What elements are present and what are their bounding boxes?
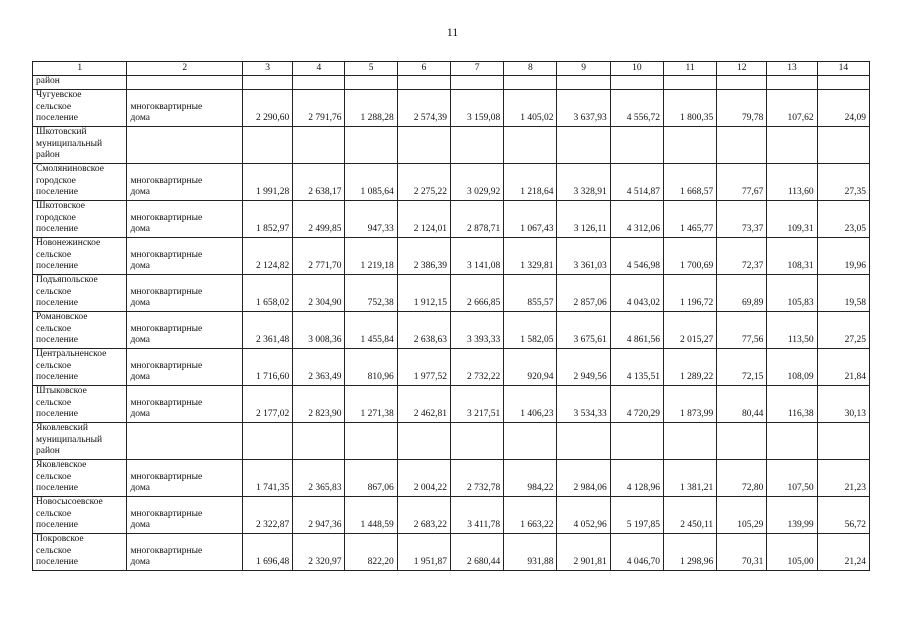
value-cell: 1 465,77 — [663, 200, 716, 237]
value-cell — [345, 422, 397, 459]
value-cell: 19,58 — [817, 274, 869, 311]
value-cell: 2 666,85 — [450, 274, 503, 311]
value-cell — [345, 76, 397, 90]
value-cell: 3 029,92 — [450, 163, 503, 200]
table-row — [33, 200, 870, 237]
value-cell: 3 534,33 — [557, 385, 610, 422]
value-cell — [767, 422, 817, 459]
value-cell — [397, 422, 450, 459]
column-number: 14 — [817, 62, 869, 76]
value-cell — [242, 126, 292, 163]
value-cell: 21,84 — [817, 348, 869, 385]
value-cell: 107,62 — [767, 89, 817, 126]
value-cell: 4 514,87 — [610, 163, 663, 200]
value-cell: 1 852,97 — [242, 200, 292, 237]
column-number: 5 — [345, 62, 397, 76]
settlement-name: Яковлевский муниципальный район — [33, 422, 127, 459]
value-cell: 3 393,33 — [450, 311, 503, 348]
housing-type — [127, 126, 243, 163]
value-cell: 3 411,78 — [450, 496, 503, 533]
value-cell: 2 857,06 — [557, 274, 610, 311]
value-cell — [767, 76, 817, 90]
table-row — [33, 126, 870, 163]
value-cell: 79,78 — [717, 89, 767, 126]
value-cell: 2 304,90 — [293, 274, 345, 311]
value-cell: 2 638,17 — [293, 163, 345, 200]
value-cell: 3 637,93 — [557, 89, 610, 126]
value-cell: 1 800,35 — [663, 89, 716, 126]
value-cell — [504, 422, 557, 459]
value-cell: 56,72 — [817, 496, 869, 533]
value-cell: 1 298,96 — [663, 533, 716, 570]
value-cell: 855,57 — [504, 274, 557, 311]
value-cell: 2 574,39 — [397, 89, 450, 126]
value-cell — [663, 126, 716, 163]
value-cell: 105,83 — [767, 274, 817, 311]
table-row — [33, 237, 870, 274]
value-cell: 1 696,48 — [242, 533, 292, 570]
value-cell: 2 361,48 — [242, 311, 292, 348]
housing-type — [127, 422, 243, 459]
value-cell: 1 912,15 — [397, 274, 450, 311]
table-row — [33, 89, 870, 126]
value-cell: 113,50 — [767, 311, 817, 348]
value-cell: 1 663,22 — [504, 496, 557, 533]
value-cell: 105,00 — [767, 533, 817, 570]
value-cell: 1 977,52 — [397, 348, 450, 385]
column-number: 13 — [767, 62, 817, 76]
value-cell — [293, 76, 345, 90]
value-cell: 931,88 — [504, 533, 557, 570]
settlement-name: Чугуевское сельское поселение — [33, 89, 127, 126]
value-cell — [450, 422, 503, 459]
housing-type: многоквартирные дома — [127, 385, 243, 422]
value-cell: 1 700,69 — [663, 237, 716, 274]
value-cell: 5 197,85 — [610, 496, 663, 533]
column-number: 2 — [127, 62, 243, 76]
value-cell: 3 008,36 — [293, 311, 345, 348]
value-cell: 984,22 — [504, 459, 557, 496]
value-cell: 1 381,21 — [663, 459, 716, 496]
table-row — [33, 311, 870, 348]
value-cell: 105,29 — [717, 496, 767, 533]
value-cell: 2 386,39 — [397, 237, 450, 274]
value-cell — [717, 126, 767, 163]
settlement-name: Смоляниновское городское поселение — [33, 163, 127, 200]
value-cell — [293, 126, 345, 163]
column-number: 7 — [450, 62, 503, 76]
value-cell: 4 052,96 — [557, 496, 610, 533]
value-cell: 810,96 — [345, 348, 397, 385]
value-cell: 2 823,90 — [293, 385, 345, 422]
table-row — [33, 496, 870, 533]
column-number: 4 — [293, 62, 345, 76]
settlement-name: Шкотовское городское поселение — [33, 200, 127, 237]
value-cell — [450, 76, 503, 90]
value-cell — [817, 76, 869, 90]
value-cell: 80,44 — [717, 385, 767, 422]
housing-type: многоквартирные дома — [127, 237, 243, 274]
value-cell — [397, 76, 450, 90]
value-cell: 2 450,11 — [663, 496, 716, 533]
value-cell: 72,80 — [717, 459, 767, 496]
value-cell: 1 668,57 — [663, 163, 716, 200]
table-row — [33, 533, 870, 570]
value-cell: 4 312,06 — [610, 200, 663, 237]
housing-type: многоквартирные дома — [127, 348, 243, 385]
table-row — [33, 422, 870, 459]
column-number: 9 — [557, 62, 610, 76]
column-number: 3 — [242, 62, 292, 76]
housing-type: многоквартирные дома — [127, 89, 243, 126]
value-cell: 77,67 — [717, 163, 767, 200]
value-cell: 822,20 — [345, 533, 397, 570]
value-cell — [717, 76, 767, 90]
value-cell — [663, 76, 716, 90]
value-cell: 1 067,43 — [504, 200, 557, 237]
value-cell: 24,09 — [817, 89, 869, 126]
value-cell: 108,31 — [767, 237, 817, 274]
value-cell: 2 290,60 — [242, 89, 292, 126]
value-cell — [557, 76, 610, 90]
value-cell: 2 732,78 — [450, 459, 503, 496]
value-cell: 1 582,05 — [504, 311, 557, 348]
value-cell: 2 322,87 — [242, 496, 292, 533]
value-cell: 139,99 — [767, 496, 817, 533]
value-cell: 1 716,60 — [242, 348, 292, 385]
value-cell: 867,06 — [345, 459, 397, 496]
table-row — [33, 274, 870, 311]
value-cell — [717, 422, 767, 459]
value-cell: 1 329,81 — [504, 237, 557, 274]
value-cell: 3 675,61 — [557, 311, 610, 348]
value-cell: 2 791,76 — [293, 89, 345, 126]
value-cell: 107,50 — [767, 459, 817, 496]
value-cell: 1 219,18 — [345, 237, 397, 274]
value-cell — [504, 76, 557, 90]
housing-type — [127, 76, 243, 90]
value-cell: 2 124,82 — [242, 237, 292, 274]
settlement-name: Подъяпольское сельское поселение — [33, 274, 127, 311]
value-cell: 1 196,72 — [663, 274, 716, 311]
value-cell: 30,13 — [817, 385, 869, 422]
value-cell: 2 771,70 — [293, 237, 345, 274]
value-cell: 1 741,35 — [242, 459, 292, 496]
value-cell: 1 085,64 — [345, 163, 397, 200]
value-cell: 77,56 — [717, 311, 767, 348]
housing-type: многоквартирные дома — [127, 311, 243, 348]
value-cell: 2 638,63 — [397, 311, 450, 348]
value-cell: 4 043,02 — [610, 274, 663, 311]
value-cell: 2 947,36 — [293, 496, 345, 533]
table-row — [33, 163, 870, 200]
value-cell: 1 448,59 — [345, 496, 397, 533]
value-cell: 27,25 — [817, 311, 869, 348]
value-cell: 72,15 — [717, 348, 767, 385]
column-number: 11 — [663, 62, 716, 76]
value-cell — [817, 422, 869, 459]
column-number: 12 — [717, 62, 767, 76]
value-cell: 109,31 — [767, 200, 817, 237]
value-cell: 1 873,99 — [663, 385, 716, 422]
value-cell: 2 901,81 — [557, 533, 610, 570]
value-cell: 2 015,27 — [663, 311, 716, 348]
value-cell: 4 861,56 — [610, 311, 663, 348]
value-cell: 752,38 — [345, 274, 397, 311]
page-number: 11 — [446, 25, 459, 39]
value-cell: 1 405,02 — [504, 89, 557, 126]
settlement-name: Яковлевское сельское поселение — [33, 459, 127, 496]
value-cell: 3 141,08 — [450, 237, 503, 274]
value-cell — [610, 126, 663, 163]
value-cell: 2 499,85 — [293, 200, 345, 237]
value-cell — [345, 126, 397, 163]
value-cell: 4 720,29 — [610, 385, 663, 422]
table-row — [33, 459, 870, 496]
settlement-name: Шкотовский муниципальный район — [33, 126, 127, 163]
value-cell: 2 177,02 — [242, 385, 292, 422]
value-cell: 4 135,51 — [610, 348, 663, 385]
value-cell — [767, 126, 817, 163]
value-cell: 2 124,01 — [397, 200, 450, 237]
value-cell — [557, 422, 610, 459]
value-cell: 69,89 — [717, 274, 767, 311]
value-cell: 3 126,11 — [557, 200, 610, 237]
value-cell: 2 949,56 — [557, 348, 610, 385]
table-row — [33, 385, 870, 422]
value-cell: 4 046,70 — [610, 533, 663, 570]
value-cell: 2 462,81 — [397, 385, 450, 422]
table-row — [33, 348, 870, 385]
value-cell — [242, 76, 292, 90]
value-cell: 73,37 — [717, 200, 767, 237]
settlement-name: Покровское сельское поселение — [33, 533, 127, 570]
settlement-name: район — [33, 76, 127, 90]
value-cell: 23,05 — [817, 200, 869, 237]
value-cell: 2 732,22 — [450, 348, 503, 385]
value-cell: 1 951,87 — [397, 533, 450, 570]
housing-type: многоквартирные дома — [127, 496, 243, 533]
value-cell: 2 004,22 — [397, 459, 450, 496]
value-cell: 21,24 — [817, 533, 869, 570]
value-cell: 947,33 — [345, 200, 397, 237]
value-cell — [293, 422, 345, 459]
value-cell — [450, 126, 503, 163]
value-cell: 116,38 — [767, 385, 817, 422]
table-row — [33, 76, 870, 90]
value-cell: 108,09 — [767, 348, 817, 385]
value-cell: 1 455,84 — [345, 311, 397, 348]
value-cell: 920,94 — [504, 348, 557, 385]
housing-type: многоквартирные дома — [127, 533, 243, 570]
value-cell: 2 363,49 — [293, 348, 345, 385]
value-cell: 27,35 — [817, 163, 869, 200]
housing-type: многоквартирные дома — [127, 274, 243, 311]
value-cell — [397, 126, 450, 163]
value-cell: 1 289,22 — [663, 348, 716, 385]
value-cell: 2 320,97 — [293, 533, 345, 570]
value-cell: 4 556,72 — [610, 89, 663, 126]
value-cell: 72,37 — [717, 237, 767, 274]
value-cell: 3 328,91 — [557, 163, 610, 200]
value-cell: 1 991,28 — [242, 163, 292, 200]
value-cell — [817, 126, 869, 163]
value-cell: 19,96 — [817, 237, 869, 274]
value-cell: 3 361,03 — [557, 237, 610, 274]
column-number-row — [33, 62, 870, 76]
settlement-name: Штыковское сельское поселение — [33, 385, 127, 422]
value-cell — [610, 76, 663, 90]
settlement-name: Новосысоевское сельское поселение — [33, 496, 127, 533]
value-cell: 3 217,51 — [450, 385, 503, 422]
column-number: 10 — [610, 62, 663, 76]
housing-type: многоквартирные дома — [127, 459, 243, 496]
column-number: 1 — [33, 62, 127, 76]
value-cell — [504, 126, 557, 163]
housing-type: многоквартирные дома — [127, 163, 243, 200]
column-number: 6 — [397, 62, 450, 76]
value-cell: 1 271,38 — [345, 385, 397, 422]
value-cell — [663, 422, 716, 459]
value-cell: 2 984,06 — [557, 459, 610, 496]
value-cell: 1 218,64 — [504, 163, 557, 200]
value-cell: 113,60 — [767, 163, 817, 200]
value-cell: 3 159,08 — [450, 89, 503, 126]
value-cell: 21,23 — [817, 459, 869, 496]
value-cell: 2 683,22 — [397, 496, 450, 533]
settlement-name: Центральненское сельское поселение — [33, 348, 127, 385]
value-cell: 1 288,28 — [345, 89, 397, 126]
settlement-name: Романовское сельское поселение — [33, 311, 127, 348]
value-cell: 1 658,02 — [242, 274, 292, 311]
value-cell — [610, 422, 663, 459]
value-cell: 4 128,96 — [610, 459, 663, 496]
column-number: 8 — [504, 62, 557, 76]
value-cell: 2 680,44 — [450, 533, 503, 570]
value-cell: 1 406,23 — [504, 385, 557, 422]
housing-type: многоквартирные дома — [127, 200, 243, 237]
tariff-table — [32, 61, 870, 571]
settlement-name: Новонежинское сельское поселение — [33, 237, 127, 274]
value-cell — [242, 422, 292, 459]
value-cell: 2 878,71 — [450, 200, 503, 237]
value-cell: 2 275,22 — [397, 163, 450, 200]
value-cell — [557, 126, 610, 163]
value-cell: 70,31 — [717, 533, 767, 570]
value-cell: 2 365,83 — [293, 459, 345, 496]
value-cell: 4 546,98 — [610, 237, 663, 274]
